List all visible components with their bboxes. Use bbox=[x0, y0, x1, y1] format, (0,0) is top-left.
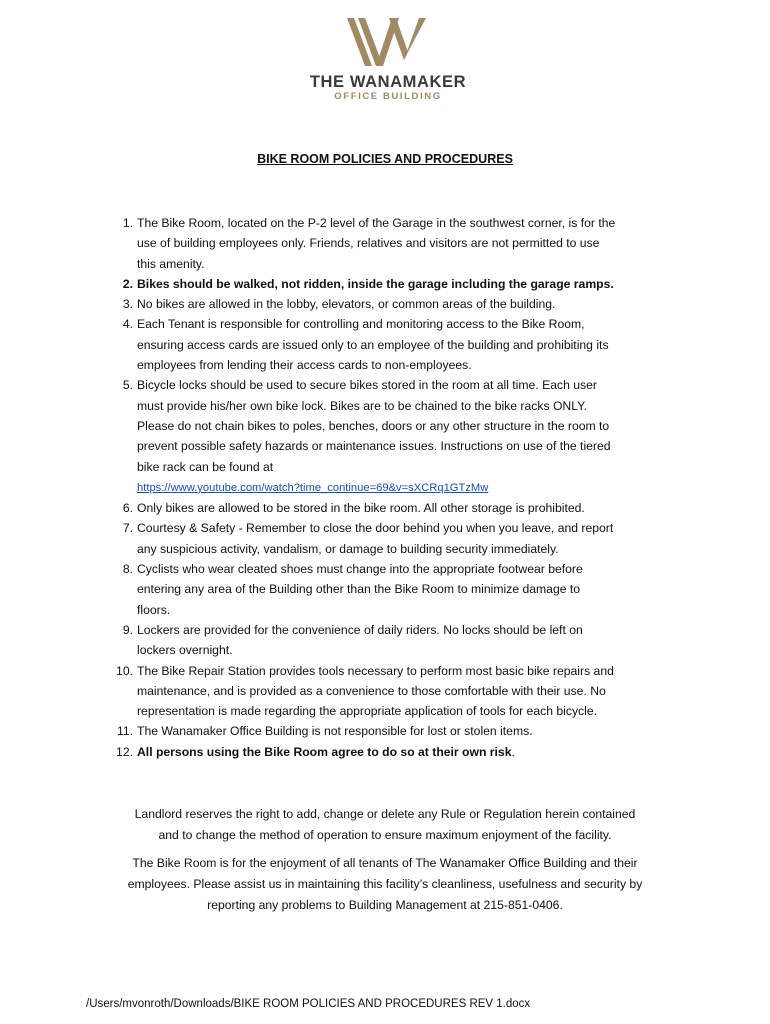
rule-number: 4. bbox=[122, 317, 133, 332]
wanamaker-w-mark-icon bbox=[345, 14, 431, 70]
rule-text: Bikes should be walked, not ridden, inside the garage including the garage ramps. bbox=[137, 276, 614, 291]
rule-text: Each Tenant is responsible for controlling and monitoring access to the Bike Room, ensuring access cards are issued only to an employee of the building and prohibiting its employees from lending their access cards to non-employees. bbox=[137, 317, 609, 373]
rule-number: 1. bbox=[122, 216, 133, 230]
rule-item bbox=[122, 518, 685, 559]
rule-number: 9. bbox=[122, 622, 133, 637]
rule-number: 10. bbox=[116, 663, 133, 678]
enjoyment-paragraph: The Bike Room is for the enjoyment of all tenants of The Wanamaker Office Building and their employees. Please assist us in maintaining this facility’s cleanliness, usefulness and security by reporting any problems to Building Management at 215-851-0406. bbox=[127, 856, 643, 912]
rule-text: All persons using the Bike Room agree to do so at their own risk. bbox=[137, 744, 515, 759]
file-path-footer: /Users/mvonroth/Downloads/BIKE ROOM POLICIES AND PROCEDURES REV 1.docx bbox=[86, 998, 531, 1010]
rule-number: 6. bbox=[122, 501, 133, 516]
rules-list bbox=[116, 213, 685, 762]
document-title: BIKE ROOM POLICIES AND PROCEDURES bbox=[257, 152, 513, 166]
youtube-instructions-link[interactable]: https://www.youtube.com/watch?time_continue=69&v=sXCRq1GTzMw bbox=[137, 481, 489, 494]
rule-number: 7. bbox=[122, 521, 133, 536]
rule-item bbox=[122, 375, 685, 498]
rule-item bbox=[122, 498, 685, 518]
landlord-rights-paragraph: Landlord reserves the right to add, change or delete any Rule or Regulation herein contained and to change the method of operation to ensure maximum enjoyment of the facility. bbox=[134, 807, 636, 842]
rule-number: 5. bbox=[122, 378, 133, 393]
rule-number: 12. bbox=[116, 744, 133, 759]
rule-text: Bicycle locks should be used to secure bikes stored in the room at all time. Each user must provide his/her own bike lock. Bikes are to be chained to the bike racks ONLY. Please do not chain bikes to poles, benches, doors or any other structure in the room to prevent possible safety hazards or maintenance issues. Instructions on use of the tiered bike rack can be found at https://www.youtube.com/watch?time_continue=69&v=sXCRq1GTzMw bbox=[137, 378, 611, 494]
rule-number: 8. bbox=[122, 562, 133, 577]
rule-item bbox=[122, 274, 685, 294]
rule-text: No bikes are allowed in the lobby, elevators, or common areas of the building. bbox=[137, 297, 556, 312]
rule-text: The Bike Room, located on the P-2 level of the Garage in the southwest corner, is for the use of building employees only. Friends, relatives and visitors are not permitted to use this amenity. bbox=[137, 216, 616, 271]
rule-number: 11. bbox=[116, 724, 133, 739]
rule-item bbox=[122, 620, 685, 661]
rule-item bbox=[122, 314, 685, 375]
rule-item bbox=[122, 294, 685, 314]
logo-subtitle: OFFICE BUILDING bbox=[334, 91, 442, 102]
rule-text: Courtesy & Safety - Remember to close the door behind you when you leave, and report any suspicious activity, vandalism, or damage to building security immediately. bbox=[137, 521, 614, 556]
rule-item bbox=[122, 213, 685, 274]
rule-item bbox=[122, 559, 685, 620]
rule-text: The Bike Repair Station provides tools necessary to perform most basic bike repairs and maintenance, and is provided as a convenience to those comfortable with their use. No representation is made regarding the appropriate application of tools for each bicycle. bbox=[137, 663, 614, 719]
rule-text: Only bikes are allowed to be stored in the bike room. All other storage is prohibited. bbox=[137, 501, 585, 516]
wanamaker-logo bbox=[296, 14, 480, 108]
rule-number: 3. bbox=[122, 297, 133, 312]
rule-item bbox=[116, 661, 685, 722]
rule-item bbox=[116, 742, 685, 762]
rule-text: The Wanamaker Office Building is not responsible for lost or stolen items. bbox=[137, 724, 533, 739]
rule-text: Cyclists who wear cleated shoes must change into the appropriate footwear before entering any area of the Building other than the Bike Room to minimize damage to floors. bbox=[137, 562, 583, 617]
rule-item bbox=[116, 721, 685, 741]
rule-text: Lockers are provided for the convenience of daily riders. No locks should be left on lockers overnight. bbox=[137, 622, 583, 658]
rule-number: 2. bbox=[122, 276, 133, 291]
logo-name: THE WANAMAKER bbox=[309, 73, 467, 91]
